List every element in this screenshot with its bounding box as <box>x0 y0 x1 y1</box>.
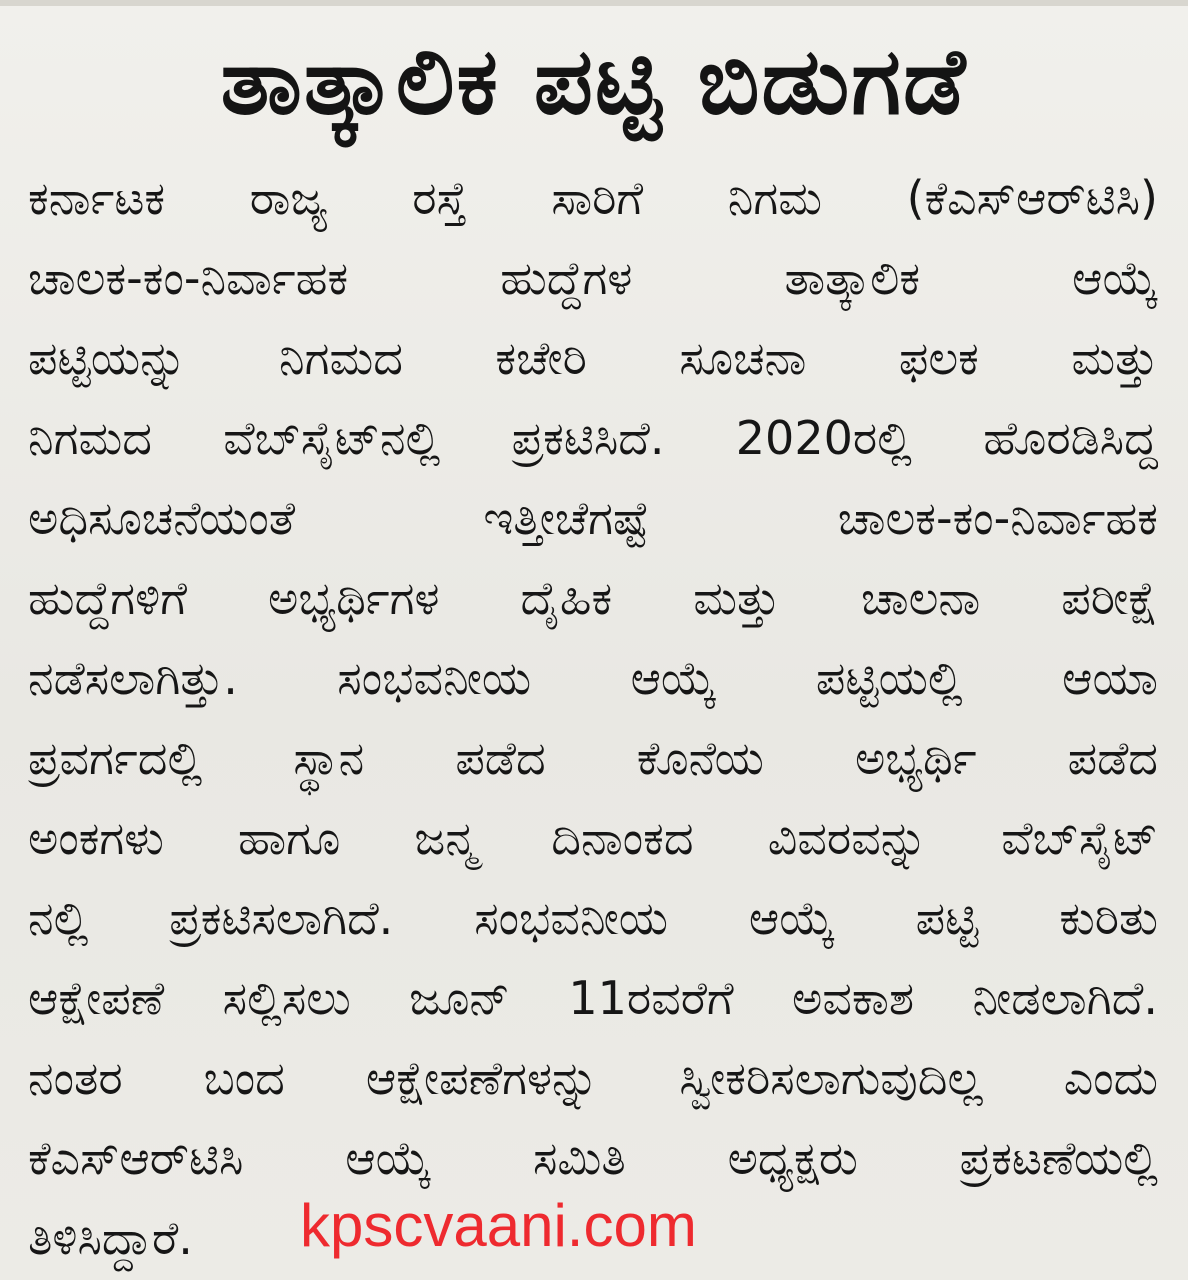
article-line-1: ಕರ್ನಾಟಕ ರಾಜ್ಯ ರಸ್ತೆ ಸಾರಿಗೆ ನಿಗಮ (ಕೆಎಸ್‌ಆರ್‌ಟಿಸಿ) <box>28 171 1158 225</box>
article-line-14: ತಿಳಿಸಿದ್ದಾರೆ. <box>28 1211 193 1265</box>
article-line-13: ಕೆಎಸ್‌ಆರ್‌ಟಿಸಿ ಆಯ್ಕೆ ಸಮಿತಿ ಅಧ್ಯಕ್ಷರು ಪ್ರಕಟಣೆಯಲ್ಲಿ <box>28 1131 1158 1185</box>
clipping-top-edge <box>0 0 1188 6</box>
article-line-8: ಪ್ರವರ್ಗದಲ್ಲಿ ಸ್ಥಾನ ಪಡೆದ ಕೊನೆಯ ಅಭ್ಯರ್ಥಿ ಪಡೆದ <box>28 731 1158 785</box>
article-line-2: ಚಾಲಕ-ಕಂ-ನಿರ್ವಾಹಕ ಹುದ್ದೆಗಳ ತಾತ್ಕಾಲಿಕ ಆಯ್ಕೆ <box>28 251 1158 305</box>
article-body <box>28 158 1158 1278</box>
article-line-11: ಆಕ್ಷೇಪಣೆ ಸಲ್ಲಿಸಲು ಜೂನ್ 11ರವರೆಗೆ ಅವಕಾಶ ನೀಡಲಾಗಿದೆ. <box>28 971 1158 1025</box>
article-line-3: ಪಟ್ಟಿಯನ್ನು ನಿಗಮದ ಕಚೇರಿ ಸೂಚನಾ ಫಲಕ ಮತ್ತು <box>28 331 1158 385</box>
article-line-6: ಹುದ್ದೆಗಳಿಗೆ ಅಭ್ಯರ್ಥಿಗಳ ದೈಹಿಕ ಮತ್ತು ಚಾಲನಾ ಪರೀಕ್ಷೆ <box>28 571 1158 625</box>
article-line-4: ನಿಗಮದ ವೆಬ್‌ಸೈಟ್‌ನಲ್ಲಿ ಪ್ರಕಟಿಸಿದೆ. 2020ರಲ್ಲಿ ಹೊರಡಿಸಿದ್ದ <box>28 411 1158 465</box>
article-line-9: ಅಂಕಗಳು ಹಾಗೂ ಜನ್ಮ ದಿನಾಂಕದ ವಿವರವನ್ನು ವೆಬ್‌ಸೈಟ್ <box>28 811 1158 865</box>
watermark-text: kpscvaani.com <box>300 1192 697 1259</box>
article-line-7: ನಡೆಸಲಾಗಿತ್ತು. ಸಂಭವನೀಯ ಆಯ್ಕೆ ಪಟ್ಟಿಯಲ್ಲಿ ಆಯಾ <box>28 651 1158 705</box>
article-headline: ತಾತ್ಕಾಲಿಕ ಪಟ್ಟಿ ಬಿಡುಗಡೆ <box>220 28 968 135</box>
article-line-10: ನಲ್ಲಿ ಪ್ರಕಟಿಸಲಾಗಿದೆ. ಸಂಭವನೀಯ ಆಯ್ಕೆ ಪಟ್ಟಿ ಕುರಿತು <box>28 891 1158 945</box>
article-line-5: ಅಧಿಸೂಚನೆಯಂತೆ ಇತ್ತೀಚೆಗಷ್ಟೆ ಚಾಲಕ-ಕಂ-ನಿರ್ವಾಹಕ <box>28 491 1158 545</box>
article-line-12: ನಂತರ ಬಂದ ಆಕ್ಷೇಪಣೆಗಳನ್ನು ಸ್ವೀಕರಿಸಲಾಗುವುದಿಲ್ಲ ಎಂದು <box>28 1051 1158 1105</box>
